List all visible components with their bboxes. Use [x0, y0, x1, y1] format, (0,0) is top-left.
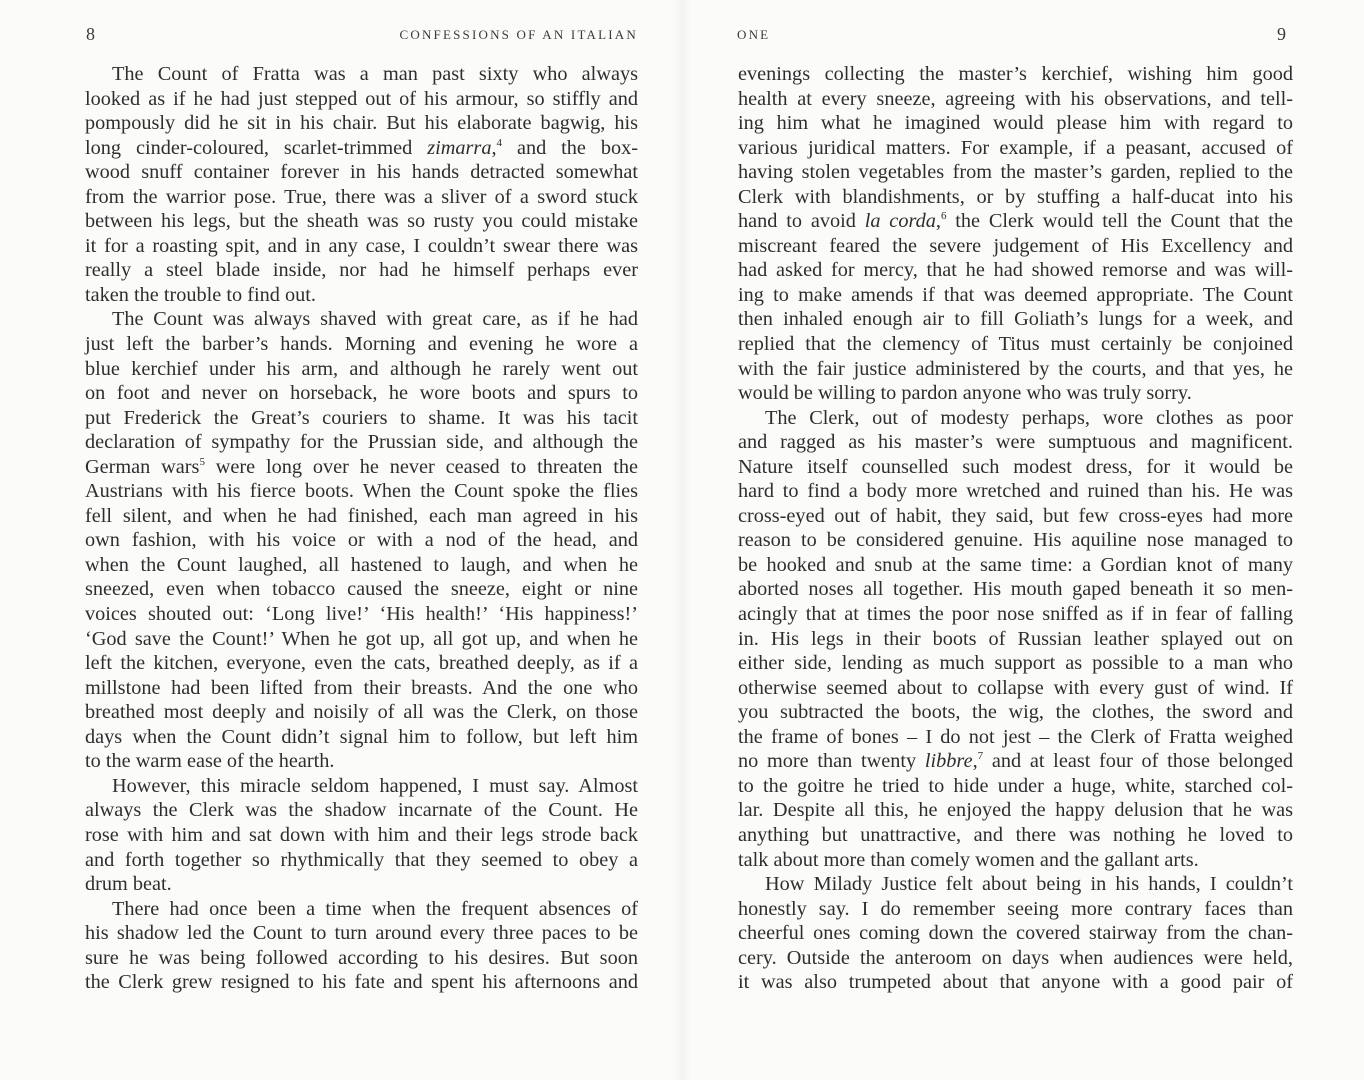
text-line: honestly say. I do remember seeing more contrary faces than: [738, 897, 1293, 920]
text-line: There had once been a time when the frequent absences of: [112, 897, 638, 920]
text-line: health at every sneeze, agreeing with his observations, and tell-: [738, 87, 1293, 110]
text-line: days when the Count didn’t signal him to follow, but left him: [85, 725, 638, 748]
italic-term: la corda: [864, 210, 936, 233]
text-line: replied that the clemency of Titus must certainly be conjoined: [738, 333, 1293, 356]
text-line: had asked for mercy, that he had showed remorse and was will-: [738, 259, 1293, 282]
text-line: drum beat.: [85, 873, 172, 896]
page-number: 8: [86, 24, 95, 44]
text-line: acingly that at times the poor nose sniffed as if in fear of falling: [738, 603, 1293, 626]
text-line: breathed most deeply and noisily of all was the Clerk, on those: [85, 701, 638, 724]
text-line: it was also trumpeted about that anyone with a good pair of: [738, 971, 1293, 994]
text-line: Austrians with his fierce boots. When the Count spoke the flies: [85, 480, 638, 503]
text-line: then inhaled enough air to fill Goliath’s lungs for a week, and: [738, 308, 1293, 331]
text-line: German wars$^5$ were long over he never ceased to threaten the: [85, 455, 639, 478]
text-line: ing him what he imagined would please him with regard to: [738, 112, 1293, 135]
text-line: to the goitre he tried to hide under a huge, white, starched col-: [738, 774, 1293, 797]
text-line: The Clerk, out of modesty perhaps, wore clothes as poor: [765, 406, 1293, 429]
text-line: would be willing to pardon anyone who was truly sorry.: [738, 382, 1192, 405]
text-line: However, this miracle seldom happened, I must say. Almost: [112, 774, 638, 797]
text-line: cross-eyed out of habit, they said, but few cross-eyes had more: [738, 504, 1293, 527]
text-line: sure he was being followed according to his desires. But soon: [85, 946, 638, 969]
text-line: rose with him and sat down with him and their legs strode back: [85, 823, 638, 846]
text-line: just left the barber’s hands. Morning and evening he wore a: [85, 333, 638, 356]
text-line: looked as if he had just stepped out of his armour, so stiffly and: [85, 87, 638, 110]
text-line: ing to make amends if that was deemed appropriate. The Count: [738, 283, 1293, 306]
text-line: cery. Outside the anteroom on days when audiences were held,: [738, 946, 1293, 969]
text-line: otherwise seemed about to collapse with every gust of wind. If: [738, 676, 1293, 699]
page-number: 9: [1277, 24, 1286, 44]
italic-term: libbre: [924, 750, 973, 773]
text-line: pompously did he sit in his chair. But his elaborate bagwig, his: [85, 112, 638, 135]
body-text: [85, 62, 638, 995]
italic-term: zimarra: [427, 136, 492, 159]
text-line: be hooked and snub at the same time: a Gordian knot of many: [738, 553, 1293, 576]
text-line: either side, lending as much support as possible to a man who: [738, 652, 1293, 675]
text-line: voices shouted out: ‘Long live!’ ‘His health!’ ‘His happiness!’: [85, 603, 638, 626]
text-line: anything but unattractive, and there was nothing he loved to: [738, 823, 1293, 846]
text-line: Clerk with blandishments, or by stuffing a half-ducat into his: [738, 185, 1293, 208]
paragraph: [738, 62, 1293, 406]
text-line: declaration of sympathy for the Prussian side, and although the: [85, 431, 638, 454]
text-line: always the Clerk was the shadow incarnate of the Count. He: [85, 799, 638, 822]
text-line: left the kitchen, everyone, even the cats, breathed deeply, as if a: [85, 652, 638, 675]
text-line: wood snuff container forever in his hands detracted somewhat: [85, 161, 638, 184]
text-line: from the warrior pose. True, there was a sliver of a sword stuck: [85, 185, 638, 208]
text-line: aborted noses all together. His mouth gaped beneath it so men-: [738, 578, 1293, 601]
text-line: his shadow led the Count to turn around every three paces to be: [85, 922, 638, 945]
text-line: long cinder-coloured, scarlet-trimmed zimarra,$^4$ and the box-: [85, 136, 638, 159]
right-page: [682, 0, 1364, 1080]
text-line: own fashion, with his voice or with a nod of the head, and: [85, 529, 638, 552]
text-line: the frame of bones – I do not jest – the Clerk of Fratta weighed: [738, 725, 1293, 748]
text-line: between his legs, but the sheath was so rusty you could mistake: [85, 210, 638, 233]
text-line: you subtracted the boots, the wig, the clothes, the sword and: [738, 701, 1293, 724]
text-line: lar. Despite all this, he enjoyed the happy delusion that he was: [738, 799, 1293, 822]
text-line: millstone had been lifted from their breasts. And the one who: [85, 676, 638, 699]
text-line: The Count of Fratta was a man past sixty who always: [112, 63, 638, 85]
text-line: various juridical matters. For example, if a peasant, accused of: [738, 136, 1293, 159]
text-line: Nature itself counselled such modest dress, for it would be: [738, 455, 1293, 478]
text-line: reason to be considered genuine. His aquiline nose managed to: [738, 529, 1293, 552]
footnote-marker: 6: [940, 210, 947, 223]
paragraph: [85, 62, 638, 307]
text-line: evenings collecting the master’s kerchief, wishing him good: [738, 63, 1293, 85]
text-line: it for a roasting spit, and in any case, I couldn’t swear there was: [85, 234, 638, 257]
text-line: on foot and never on horseback, he wore boots and spurs to: [85, 382, 638, 405]
footnote-marker: 4: [496, 136, 503, 149]
text-line: hand to avoid la corda,$^6$ the Clerk would tell the Count that the: [738, 210, 1294, 233]
body-text: [738, 62, 1293, 995]
text-line: How Milady Justice felt about being in his hands, I couldn’t: [765, 873, 1293, 896]
text-line: to the warm ease of the hearth.: [85, 750, 335, 773]
paragraph: [738, 406, 1293, 872]
running-head-chapter: ONE: [737, 27, 771, 42]
running-head-book-title: CONFESSIONS OF AN ITALIAN: [399, 27, 638, 42]
text-line: the Clerk grew resigned to his fate and spent his afternoons and: [85, 971, 638, 994]
text-line: when the Count laughed, all hastened to laugh, and when he: [85, 553, 638, 576]
footnote-marker: 7: [977, 750, 984, 763]
paragraph: [85, 307, 638, 773]
footnote-marker: 5: [199, 455, 205, 468]
text-line: ‘God save the Count!’ When he got up, all got up, and when he: [85, 627, 638, 650]
text-line: hard to find a body more wretched and ruined than his. He was: [738, 480, 1293, 503]
text-line: miscreant feared the severe judgement of His Excellency and: [738, 234, 1293, 257]
text-line: cheerful ones coming down the covered stairway from the chan-: [738, 922, 1293, 945]
text-line: fell silent, and when he had finished, each man agreed in his: [85, 504, 638, 527]
text-line: taken the trouble to find out.: [85, 283, 316, 306]
text-line: The Count was always shaved with great care, as if he had: [112, 308, 638, 331]
text-line: talk about more than comely women and the gallant arts.: [738, 848, 1199, 871]
text-line: really a steel blade inside, nor had he himself perhaps ever: [85, 259, 638, 282]
text-line: in. His legs in their boots of Russian leather splayed out on: [738, 627, 1293, 650]
text-line: sneezed, even when tobacco caused the sneeze, eight or nine: [85, 578, 638, 601]
text-line: no more than twenty libbre,$^7$ and at least four of those belonged: [738, 750, 1293, 773]
text-line: and forth together so rhythmically that they seemed to obey a: [85, 848, 638, 871]
text-line: with the fair justice administered by the courts, and that yes, he: [738, 357, 1293, 380]
text-line: and ragged as his master’s were sumptuous and magnificent.: [738, 431, 1293, 454]
paragraph: [85, 774, 638, 897]
text-line: put Frederick the Great’s couriers to shame. It was his tacit: [85, 406, 638, 429]
text-line: having stolen vegetables from the master’s garden, replied to the: [738, 161, 1293, 184]
paragraph: [738, 872, 1293, 995]
text-line: blue kerchief under his arm, and although he rarely went out: [85, 357, 638, 380]
paragraph: [85, 897, 638, 995]
